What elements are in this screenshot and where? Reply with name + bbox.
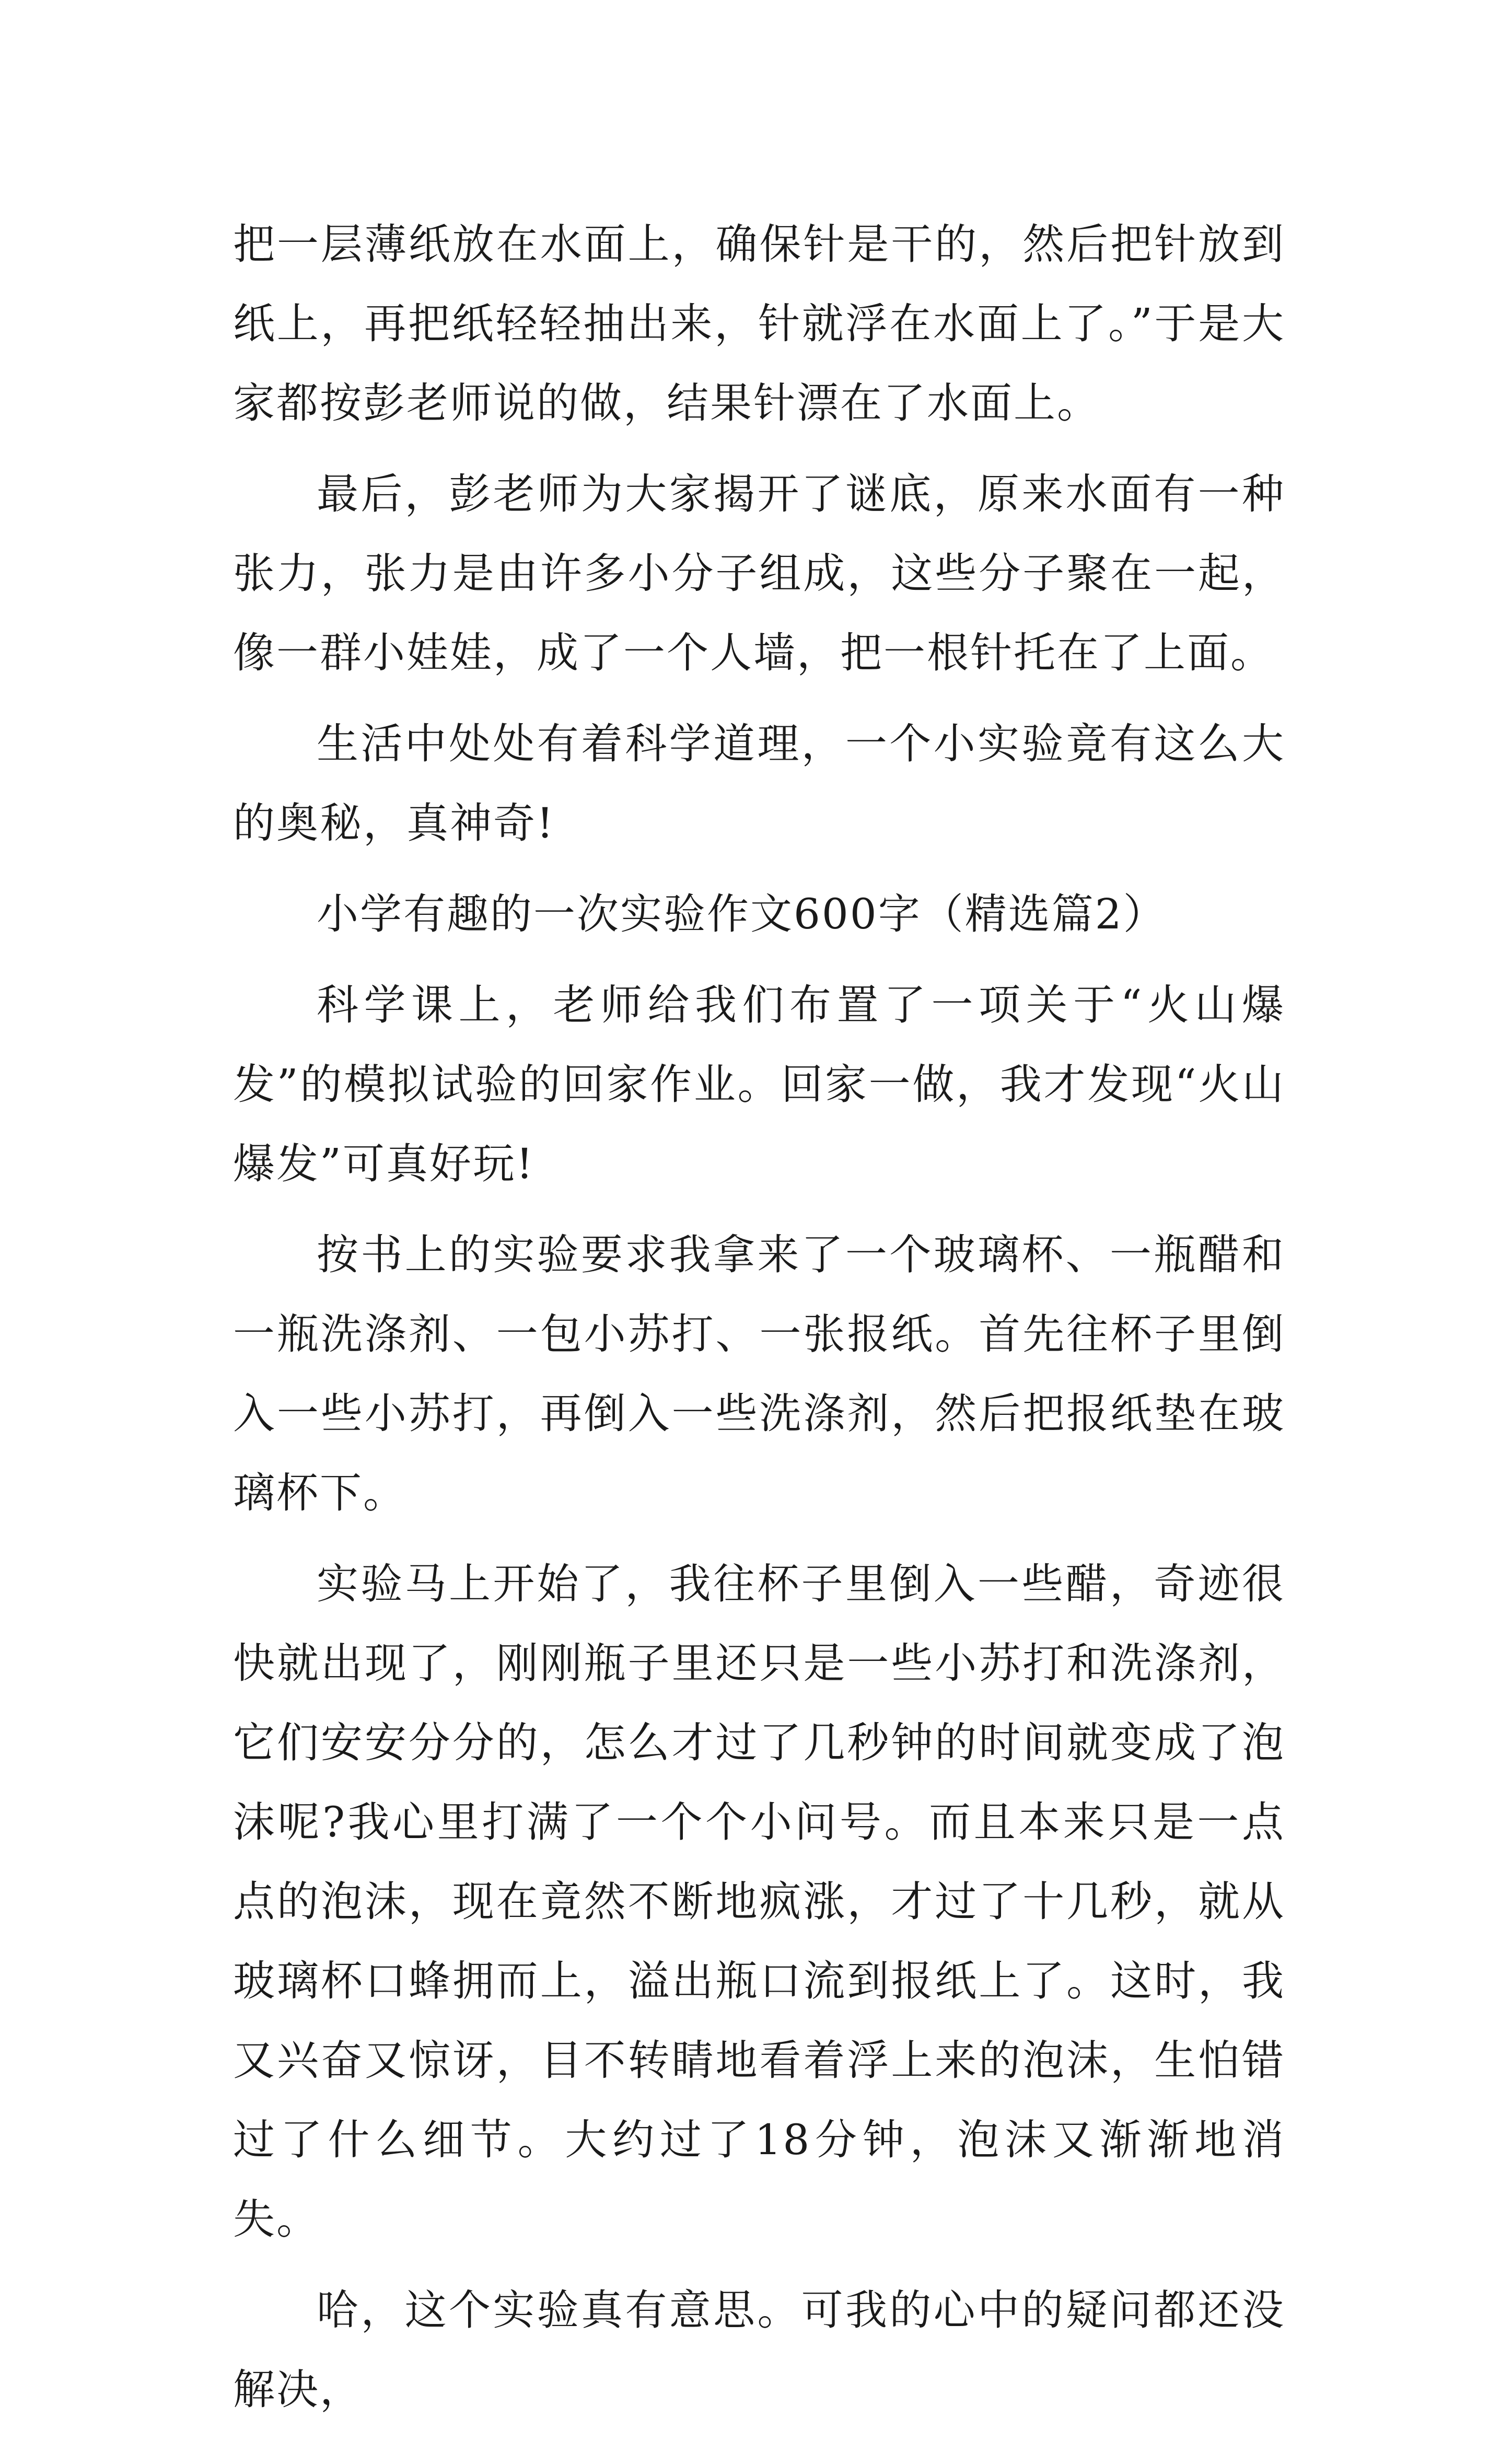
paragraph-needle-instructions: 把一层薄纸放在水面上，确保针是干的，然后把针放到纸上，再把纸轻轻抽出来，针就浮在水面上了。”于是大家都按彭老师说的做，结果针漂在了水面上。: [233, 220, 1285, 427]
paragraph-homework-intro: 科学课上，老师给我们布置了一项关于“火山爆发”的模拟试验的回家作业。回家一做，我才发现“火山爆发”可真好玩!: [233, 981, 1285, 1188]
paragraph-conclusion: 生活中处处有着科学道理，一个小实验竟有这么大的奥秘，真神奇!: [233, 719, 1285, 847]
document-body: [233, 205, 1285, 2441]
section-title: 小学有趣的一次实验作文600字（精选篇2）: [317, 890, 1167, 938]
paragraph-materials: 按书上的实验要求我拿来了一个玻璃杯、一瓶醋和一瓶洗涤剂、一包小苏打、一张报纸。首先往杯子里倒入一些小苏打，再倒入一些洗涤剂，然后把报纸垫在玻璃杯下。: [233, 1230, 1285, 1517]
paragraph-surface-tension: 最后，彭老师为大家揭开了谜底，原来水面有一种张力，张力是由许多小分子组成，这些分子聚在一起，像一群小娃娃，成了一个人墙，把一根针托在了上面。: [233, 470, 1285, 677]
paragraph-closing: 哈，这个实验真有意思。可我的心中的疑问都还没解决，: [233, 2286, 1285, 2414]
paragraph-experiment: 实验马上开始了，我往杯子里倒入一些醋，奇迹很快就出现了，刚刚瓶子里还只是一些小苏打和洗涤剂，它们安安分分的，怎么才过了几秒钟的时间就变成了泡沫呢?我心里打满了一个个小问号。而且本来只是一点点的泡沫，现在竟然不断地疯涨，才过了十几秒，就从玻璃杯口蜂拥而上，溢出瓶口流到报纸上了。这时，我又兴奋又惊讶，目不转睛地看着浮上来的泡沫，生怕错过了什么细节。大约过了18分钟，泡沫又渐渐地消失。: [233, 1560, 1285, 2244]
